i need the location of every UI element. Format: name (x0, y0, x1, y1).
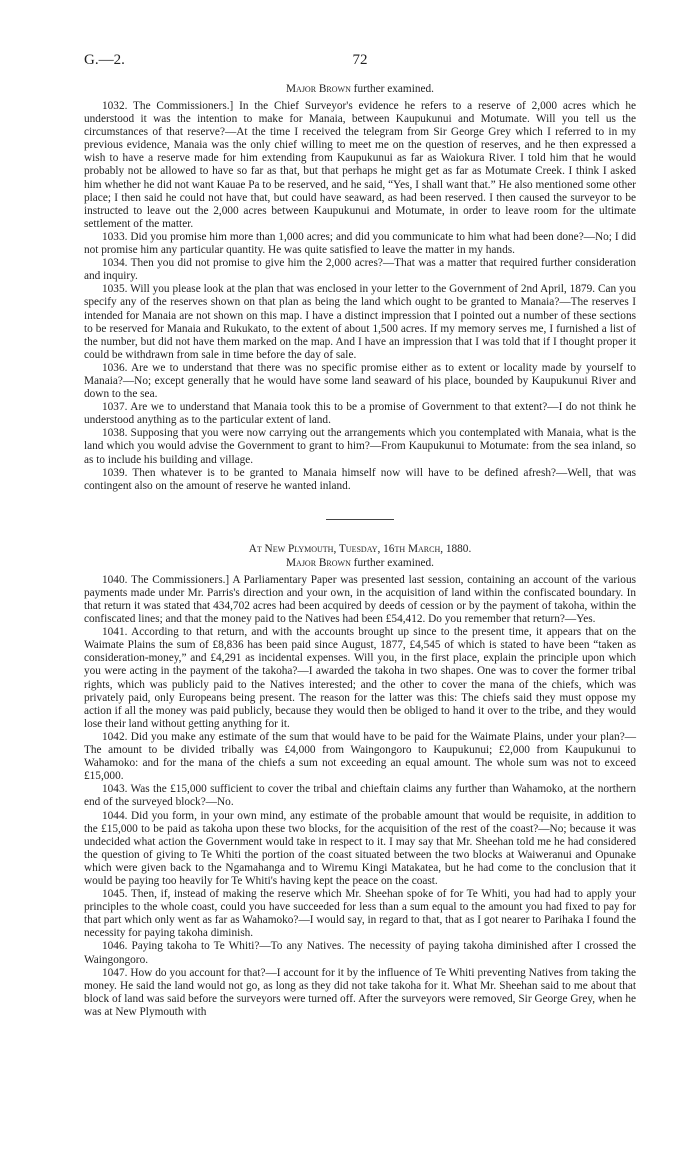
page-code: G.—2. (84, 52, 125, 68)
place-date-heading: At New Plymouth, Tuesday, 16th March, 1880. (248, 542, 472, 555)
paragraph-1036: 1036. Are we to understand that there was no specific promise either as to extent or locality made by yourself to Manaia?—No; except generally that he would have some land seaward of his place, bounded by Kaupukunui River and down to the sea. (84, 361, 636, 401)
witness-name: Major Brown (286, 83, 351, 95)
paragraph-1033: 1033. Did you promise him more than 1,000 acres; and did you communicate to him what had been done?—No; I did not promise him any particular quantity. He was quite satisfied to leave the matter in my hands. (84, 230, 636, 257)
paragraph-1042: 1042. Did you make any estimate of the sum that would have to be paid for the Waimate Plains, under your plan?—The amount to be divided tribally was £4,000 from Waingongoro to Kaupukunui; £2,000 from Kaupukunui to Wahamoko: and for the mana of the chiefs a sum not exceeding an equal amount. The whole sum was not to exceed £15,000. (84, 730, 636, 783)
paragraph-1039: 1039. Then whatever is to be granted to Manaia himself now will have to be defined afresh?—Well, that was contingent also on the amount of reserve he wanted inland. (84, 466, 636, 492)
section-divider (326, 519, 394, 520)
page-number: 72 (352, 52, 368, 68)
paragraph-1041: 1041. According to that return, and with the accounts brought up since to the present time, it appears that on the Waimate Plains the sum of £8,836 has been paid since August, 1877, £4,545 of which is stated to have been “taken as consideration-money,” and £4,291 as incidental expenses. Will you, in the first place, explain the principle upon which you were acting in the payment of the takoha?—I awarded the takoha in two shapes. One was to cover the former tribal rights, which was publicly paid to the Natives interested; and the other to cover the mana of the chiefs, which was privately paid, only Europeans being present. The reason for the latter was this: The chiefs said they must oppose my action if all the money was paid publicly, because they would then be obliged to hand it over to the tribe, and they would lose their land without getting anything for it. (84, 626, 636, 730)
page-header (84, 52, 636, 72)
paragraph-1034: 1034. Then you did not promise to give him the 2,000 acres?—That was a matter that required further consideration and inquiry. (84, 257, 636, 283)
paragraph-1043: 1043. Was the £15,000 sufficient to cover the tribal and chieftain claims any further than Wahamoko, at the northern end of the surveyed block?—No. (84, 783, 636, 809)
heading-rest: further examined. (350, 83, 434, 95)
paragraph-1038: 1038. Supposing that you were now carrying out the arrangements which you contemplated with Manaia, what is the land which you would advise the Government to grant to him?—From Kaupukunui to Motumate: from the sea inland, so as to include his building and village. (84, 427, 636, 466)
paragraph-1047: 1047. How do you account for that?—I account for it by the influence of Te Whiti preventing Natives from taking the money. He said the land would not go, as long as they did not take takoha for it. What Mr. Sheehan said to me about that block of land was said before the surveyors were turned off. After the surveyors were removed, Sir George Grey, when he was at New Plymouth with (84, 966, 636, 1018)
section-heading (84, 82, 636, 96)
paragraph-1035: 1035. Will you please look at the plan that was enclosed in your letter to the Government of 2nd April, 1879. Can you specify any of the reserves shown on that plan as being the land which ought to be granted to Manaia?—The reserves I intended for Manaia are not shown on this map. I have a distinct impression that I pointed out a number of these sections to be reserved for Manaia and Rukukato, to the extent of about 1,500 acres. If my memory serves me, I furnished a list of the number, but did not have them marked on the map. And I have an impression that I was told that if I thought proper it could be withdrawn from sale in time before the day of sale. (84, 283, 636, 361)
section-1-body (84, 100, 636, 493)
paragraph-1044: 1044. Did you form, in your own mind, any estimate of the probable amount that would be requisite, in addition to the £15,000 to be paid as takoha upon these two blocks, for the acquisition of the rest of the coast?—No; because it was undecided what action the Government would take in respect to it. I may say that Mr. Sheehan told me he had considered the question of giving to Te Whiti the portion of the coast situated between the two blocks at Waiweranui and Opunake which were given back to the Ngamahanga and to Wiremu Kingi Matakatea, but he had come to the conclusion that it would be paying too heavily for Te Whiti's having kept the peace on the coast. (84, 809, 636, 887)
section-2-body (84, 574, 636, 1019)
paragraph-1040: 1040. The Commissioners.] A Parliamentary Paper was presented last session, containing an account of the various payments made under Mr. Parris's direction and your own, in the acquisition of land within the confiscated boundary. In that return it was stated that 434,702 acres had been acquired by deeds of cession or by the payment of takoha, within the confiscated lines; and that the money paid to the Natives had been £54,412. Do you remember that return?—Yes. (84, 573, 636, 626)
document-page (84, 52, 636, 1019)
paragraph-1045: 1045. Then, if, instead of making the reserve which Mr. Sheehan spoke of for Te Whiti, you had had to apply your principles to the whole coast, could you have succeeded for less than a sum equal to the amount you had fixed to pay for that part which only went as far as Wahamoko?—I would say, in regard to that, that as I got nearer to Parihaka I found the necessity for paying takoha diminish. (84, 888, 636, 940)
paragraph-1032: 1032. The Commissioners.] In the Chief Surveyor's evidence he refers to a reserve of 2,000 acres which he understood it was the intention to make for Manaia, between Kaupukunui and Motumate. Will you tell us the circumstances of that reserve?—At the time I received the telegram from Sir George Grey which I referred to in my previous evidence, Manaia was the only chief willing to meet me on the question of reserves, and he then expressed a wish to have a reserve made for him extending from Kaupukunui as far as Waiokura River. I told him that he would probably not be allowed to have so far as that, but that perhaps he might get as far as Motumate Creek. I think I asked him whether he did not want Kauae Pa to be reserved, and he said, “Yes, I shall want that.” He also mentioned some other place; I then said he could not have that, but could have seaward, as had been reserved. I then caused the surveyor to be instructed to leave out the 2,000 acres between Kaupukunui and Motumate, in order to leave room for the ultimate settlement of the matter. (84, 100, 636, 230)
paragraph-1037: 1037. Are we to understand that Manaia took this to be a promise of Government to that extent?—I do not think he understood anything as to the particular extent of land. (84, 401, 636, 427)
witness-name: Major Brown (286, 556, 351, 569)
section-heading (84, 556, 636, 570)
heading-rest: further examined. (350, 556, 434, 569)
paragraph-1046: 1046. Paying takoha to Te Whiti?—To any Natives. The necessity of paying takoha diminished after I crossed the Waingongoro. (84, 940, 636, 966)
